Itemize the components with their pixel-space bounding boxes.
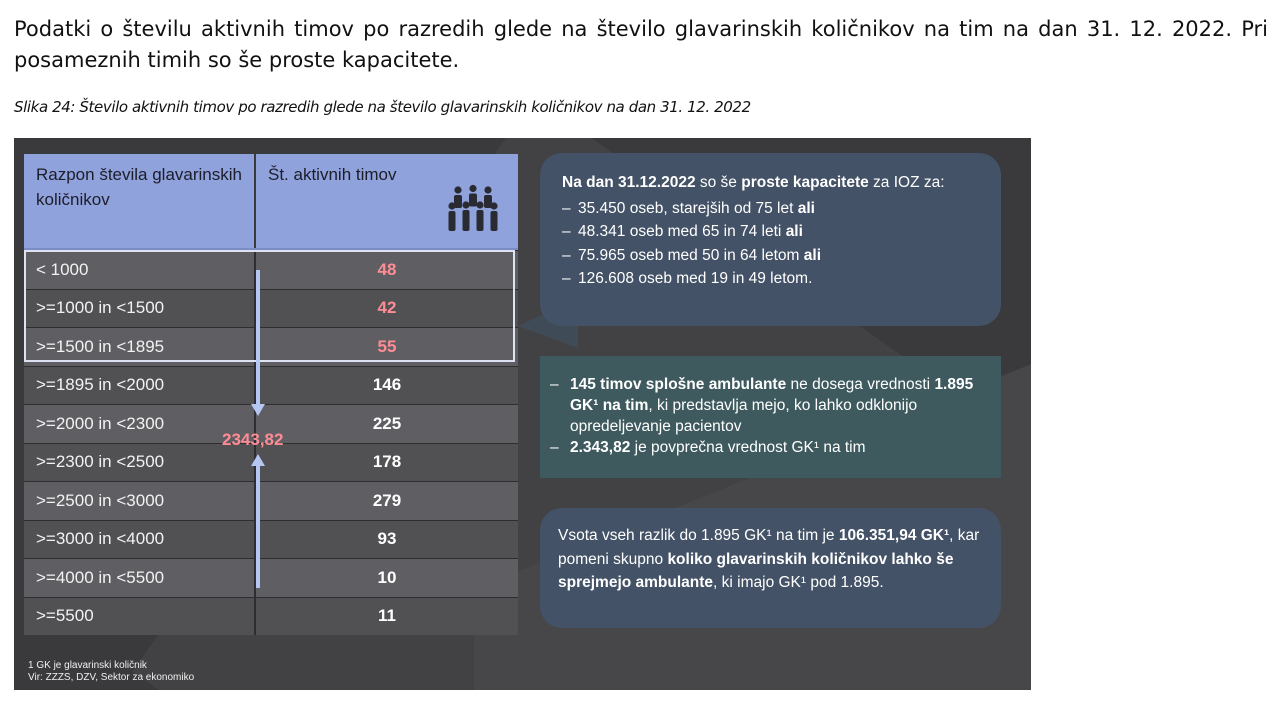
count-cell: 279 [372, 490, 402, 510]
sum-callout [540, 508, 1001, 628]
count-cell: 225 [372, 413, 402, 433]
col-header-count-label: Št. aktivnih timov [268, 165, 397, 184]
list-item-text: 126.608 oseb med 19 in 49 letom. [578, 270, 813, 287]
range-cell: >=2300 in <2500 [24, 444, 256, 482]
bold-text: 145 timov splošne ambulante [570, 376, 787, 393]
table-row [24, 597, 518, 636]
bold-text: koliko glavarinskih količnikov lahko še sprejmejo ambulante [558, 550, 954, 591]
dash: – [550, 376, 559, 393]
count-cell: 178 [372, 452, 402, 472]
col-header-range: Razpon števila glavarinskih količnikov [24, 154, 256, 248]
range-cell: >=3000 in <4000 [24, 521, 256, 559]
footnotes [28, 660, 194, 683]
list-item [562, 197, 979, 221]
list-item-text: 75.965 oseb med 50 in 64 letom [578, 246, 804, 264]
count-cell: 42 [377, 298, 397, 318]
range-cell: >=1895 in <2000 [24, 367, 256, 405]
bold-text: ali [785, 223, 803, 240]
bold-text: 106.351,94 GK¹ [838, 527, 950, 544]
average-label: 2343,82 [222, 430, 284, 449]
capacity-list [562, 197, 979, 291]
count-cell: 10 [377, 567, 397, 587]
dash: – [562, 223, 571, 240]
count-cell: 48 [377, 259, 397, 279]
list-item [562, 267, 979, 291]
arrow-up-line [256, 464, 260, 588]
table-row [24, 558, 518, 597]
list-item [550, 374, 991, 437]
list-item-text [570, 437, 866, 458]
count-cell: 55 [377, 336, 397, 356]
text: Vsota vseh razlik do 1.895 GK¹ na tim je [558, 527, 839, 544]
dash: – [550, 439, 559, 456]
bold-text: 2.343,82 [570, 439, 631, 456]
table-row [24, 366, 518, 405]
figure-slide [14, 138, 1031, 690]
capacity-callout [540, 153, 1001, 326]
threshold-callout [540, 356, 1001, 478]
source-note: Vir: ZZZS, DZV, Sektor za ekonomiko [28, 671, 195, 683]
capacity-keyword: proste kapacitete [741, 174, 869, 191]
arrow-down-head [251, 404, 265, 416]
list-item-text: 35.450 oseb, starejših od 75 let [578, 199, 798, 217]
count-cell: 93 [377, 529, 397, 549]
table-header [24, 154, 518, 250]
list-item-text: 48.341 oseb med 65 in 74 leti [578, 223, 786, 240]
bold-text: ali [803, 246, 821, 264]
range-cell: >=4000 in <5500 [24, 559, 256, 597]
footnote: 1 GK je glavarinski količnik [28, 660, 147, 671]
count-cell: 11 [378, 606, 396, 626]
list-item [562, 244, 979, 268]
count-cell: 146 [372, 375, 402, 395]
arrow-down-line [256, 270, 260, 406]
figure-caption: Slika 24: Število aktivnih timov po razredih glede na število glavarinskih količnikov na dan 31. 12. 2022 [14, 98, 751, 116]
dash: – [562, 199, 571, 217]
col-header-count [256, 154, 518, 248]
teams-table [24, 154, 518, 635]
text: ne dosega vrednosti [786, 376, 935, 393]
range-cell: >=1000 in <1500 [24, 290, 256, 328]
intro-paragraph: Podatki o številu aktivnih timov po razredih glede na število glavarinskih količnikov na tim na dan 31. 12. 2022. Pri posameznih timih so še proste kapacitete. [14, 17, 1268, 72]
capacity-text-end: za IOZ za: [868, 174, 945, 191]
list-item-text [570, 374, 991, 437]
capacity-callout-heading [562, 171, 979, 195]
text: je povprečna vrednost GK¹ na tim [630, 439, 866, 456]
bold-text: ali [797, 199, 815, 217]
range-cell: < 1000 [24, 251, 256, 289]
capacity-text: so še [695, 174, 742, 191]
list-item [550, 437, 991, 458]
text: , ki imajo GK¹ pod 1.895. [713, 574, 884, 591]
list-item [562, 220, 979, 244]
arrow-up-head [251, 454, 265, 466]
table-row [24, 520, 518, 559]
text: , kar pomeni skupno [558, 527, 980, 568]
people-icon [448, 184, 498, 232]
dash: – [562, 246, 571, 264]
highlight-frame [24, 250, 515, 362]
dash: – [562, 270, 571, 287]
range-cell: >=2500 in <3000 [24, 482, 256, 520]
text: , ki predstavlja mejo, ko lahko odklonijo opredeljevanje pacientov [570, 397, 918, 435]
range-cell: >=5500 [24, 598, 256, 636]
range-cell: >=2000 in <2300 [24, 405, 256, 443]
bold-text: 1.895 GK¹ na tim [570, 376, 974, 414]
table-row [24, 481, 518, 520]
range-cell: >=1500 in <1895 [24, 328, 256, 366]
capacity-date: Na dan 31.12.2022 [562, 174, 696, 191]
